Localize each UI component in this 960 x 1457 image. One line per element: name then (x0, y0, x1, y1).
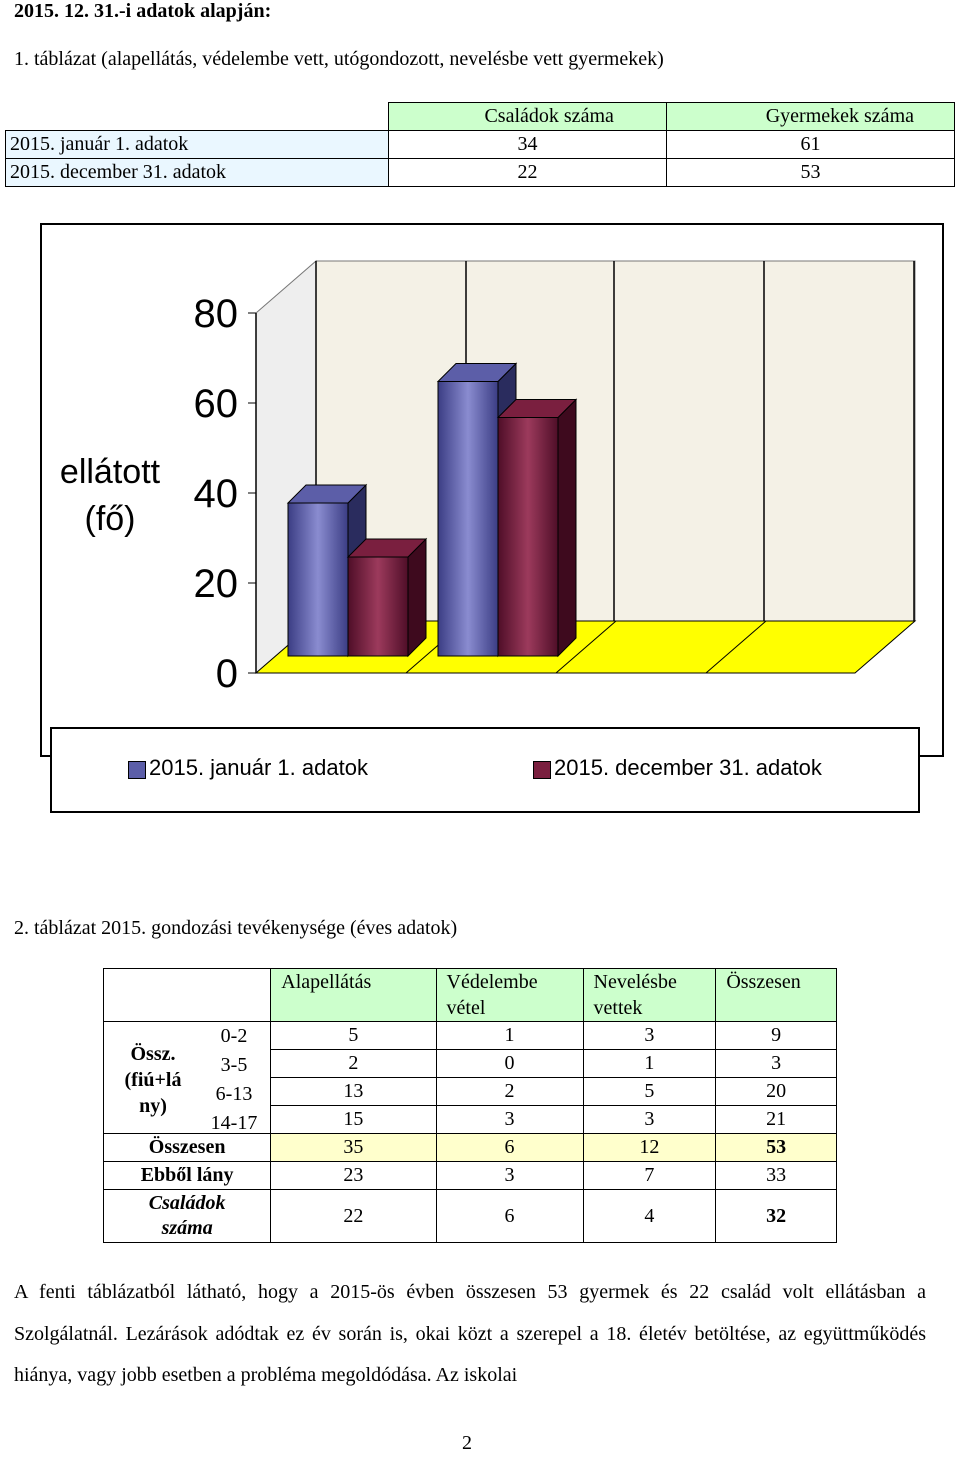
col-header: Összesen (716, 969, 837, 1022)
cell: 0 (436, 1050, 583, 1078)
legend-swatch (533, 761, 551, 779)
cell: 35 (271, 1134, 436, 1162)
cell: 3 (716, 1050, 837, 1078)
cell: 2 (436, 1078, 583, 1106)
girls-row (104, 1162, 837, 1190)
cell: 5 (271, 1022, 436, 1050)
table2 (103, 968, 837, 1243)
cell: 9 (716, 1022, 837, 1050)
cell: 5 (583, 1078, 716, 1106)
table2-caption: 2. táblázat 2015. gondozási tevékenysége (éves adatok) (14, 917, 458, 939)
cell: 1 (583, 1050, 716, 1078)
families-row (104, 1190, 837, 1243)
cell: 20 (716, 1078, 837, 1106)
row-label: Családok száma (104, 1190, 271, 1243)
cell: 22 (271, 1190, 436, 1243)
cell: 23 (271, 1162, 436, 1190)
cell: 53 (716, 1134, 837, 1162)
row-label: 2015. december 31. adatok (6, 159, 389, 187)
cell: 3 (436, 1106, 583, 1134)
table1-caption: 1. táblázat (alapellátás, védelembe vett, utógondozott, nevelésbe vett gyermekek) (14, 48, 664, 70)
bar (348, 557, 408, 656)
legend-label: 2015. január 1. adatok (149, 755, 368, 780)
cell: 34 (389, 131, 667, 159)
y-tick-label: 80 (193, 292, 238, 336)
bar (288, 503, 348, 656)
col-header: Védelembe vétel (436, 969, 583, 1022)
cell: 4 (583, 1190, 716, 1243)
bar-side (408, 539, 426, 656)
cell: 33 (716, 1162, 837, 1190)
cell: 61 (666, 131, 954, 159)
table-header-row (104, 969, 837, 1022)
y-axis-label: ellátott (59, 453, 161, 491)
cell: 22 (389, 159, 667, 187)
bar (498, 418, 558, 657)
cell: 13 (271, 1078, 436, 1106)
cell: 7 (583, 1162, 716, 1190)
page-heading: 2015. 12. 31.-i adatok alapján: (14, 0, 272, 22)
y-tick-label: 0 (215, 652, 238, 696)
y-axis-label: (fő) (84, 500, 136, 538)
cell: 6 (436, 1190, 583, 1243)
cell: 1 (436, 1022, 583, 1050)
bar-side (558, 400, 576, 657)
y-tick-label: 40 (193, 472, 238, 516)
group-label: Össz. (fiú+lá ny) (124, 1043, 182, 1117)
row-label: Ebből lány (104, 1162, 271, 1190)
cell: 3 (583, 1022, 716, 1050)
bar (438, 382, 498, 657)
age-labels: 0-2 3-5 6-13 14-17 (210, 1025, 258, 1134)
col-header: Alapellátás (271, 969, 436, 1022)
table-row (104, 1022, 837, 1050)
cell: 6 (436, 1134, 583, 1162)
row-label: Összesen (104, 1134, 271, 1162)
cell: 3 (583, 1106, 716, 1134)
body-paragraph: A fenti táblázatból látható, hogy a 2015-ös évben összesen 53 gyermek és 22 család volt ellátásban a Szolgálatnál. Lezárások adódtak ez év során is, okai közt a szerepel a 18. életév betöltése, az együttműködés hiánya, vagy jobb esetben a probléma megoldódása. Az iskolai (14, 1281, 926, 1386)
cell: 53 (666, 159, 954, 187)
col-header: Gyermekek száma (666, 103, 954, 131)
y-tick-label: 60 (193, 382, 238, 426)
cell: 2 (271, 1050, 436, 1078)
cell: 21 (716, 1106, 837, 1134)
col-header: Családok száma (389, 103, 667, 131)
cell: 32 (716, 1190, 837, 1243)
legend-label: 2015. december 31. adatok (554, 755, 822, 780)
col-header: Nevelésbe vettek (583, 969, 716, 1022)
row-label: 2015. január 1. adatok (6, 131, 389, 159)
cell: 15 (271, 1106, 436, 1134)
cell: 3 (436, 1162, 583, 1190)
legend-swatch (128, 761, 146, 779)
page-number: 2 (462, 1432, 472, 1454)
cell: 12 (583, 1134, 716, 1162)
y-tick-label: 20 (193, 562, 238, 606)
chart-legend (50, 727, 920, 813)
